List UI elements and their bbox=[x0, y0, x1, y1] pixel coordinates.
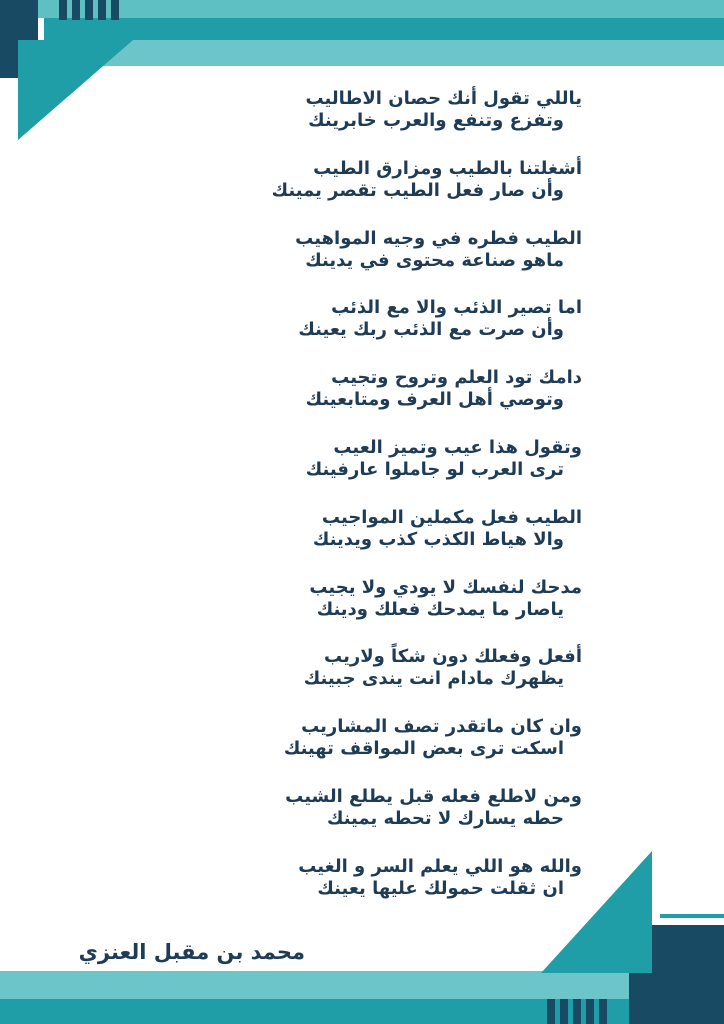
verse-first-hemistich: وان كان ماتقدر تصف المشاريب bbox=[301, 716, 582, 738]
bottom-decorative-band-light bbox=[0, 971, 724, 999]
poem-stanza bbox=[120, 158, 582, 228]
bottom-stripe-bars bbox=[547, 999, 607, 1024]
poem-stanza bbox=[120, 646, 582, 716]
verse-first-hemistich: أشغلتنا بالطيب ومزارق الطيب bbox=[313, 157, 582, 179]
verse-first-hemistich: الطيب فعل مكملين المواجيب bbox=[321, 506, 582, 528]
poem-stanza bbox=[120, 786, 582, 856]
verse-first-hemistich: الطيب فطره في وجيه المواهيب bbox=[295, 227, 582, 249]
bottom-accent-line bbox=[660, 914, 724, 918]
top-triangle-decoration bbox=[18, 40, 133, 140]
verse-first-hemistich: اما تصير الذئب والا مع الذئب bbox=[331, 297, 582, 319]
verse-first-hemistich: والله هو اللي يعلم السر و الغيب bbox=[298, 855, 582, 877]
author-signature: محمد بن مقبل العنزي bbox=[78, 940, 305, 964]
bottom-decorative-band-dark bbox=[0, 999, 724, 1024]
top-stripe-bars bbox=[59, 0, 119, 20]
verse-second-hemistich: وأن صار فعل الطيب تقصر يمينك bbox=[271, 179, 564, 201]
verse-second-hemistich: وتوصي أهل العرف ومتابعينك bbox=[305, 389, 564, 411]
verse-first-hemistich: مدحك لنفسك لا يودي ولا يجيب bbox=[309, 576, 582, 598]
poem-stanza bbox=[120, 507, 582, 577]
verse-second-hemistich: والا هياط الكذب كذب ويدينك bbox=[312, 528, 564, 550]
verse-first-hemistich: وتقول هذا عيب وتميز العيب bbox=[333, 436, 582, 458]
poem-body bbox=[120, 88, 582, 926]
verse-first-hemistich: ياللي تقول أنك حصان الاطاليب bbox=[305, 88, 582, 109]
verse-second-hemistich: حطه يسارك لا تحطه يمينك bbox=[326, 807, 564, 829]
verse-second-hemistich: ترى العرب لو جاملوا عارفينك bbox=[305, 458, 564, 480]
poem-stanza bbox=[120, 297, 582, 367]
poem-stanza bbox=[120, 856, 582, 926]
verse-first-hemistich: ومن لاطلع فعله قبل يطلع الشيب bbox=[285, 785, 582, 807]
verse-second-hemistich: ماهو صناعة محتوى في يدينك bbox=[305, 249, 564, 271]
verse-second-hemistich: وأن صرت مع الذئب ربك يعينك bbox=[298, 319, 564, 341]
verse-second-hemistich: يظهرك مادام انت يندى جبينك bbox=[303, 668, 564, 690]
verse-second-hemistich: ان ثقلت حمولك عليها يعينك bbox=[317, 877, 564, 899]
poem-stanza bbox=[120, 577, 582, 647]
poem-stanza bbox=[120, 228, 582, 298]
poem-stanza bbox=[120, 437, 582, 507]
verse-second-hemistich: ياصار ما يمدحك فعلك ودينك bbox=[316, 598, 564, 620]
verse-second-hemistich: اسكت ترى بعض المواقف تهينك bbox=[283, 738, 564, 760]
verse-first-hemistich: أفعل وفعلك دون شكاً ولاريب bbox=[324, 646, 582, 668]
poem-stanza bbox=[120, 88, 582, 158]
poem-stanza bbox=[120, 716, 582, 786]
verse-first-hemistich: دامك تود العلم وتروح وتجيب bbox=[331, 367, 582, 389]
top-decorative-band-dark bbox=[44, 18, 724, 40]
verse-second-hemistich: وتفزع وتنفع والعرب خابرينك bbox=[308, 110, 564, 131]
poem-stanza bbox=[120, 367, 582, 437]
